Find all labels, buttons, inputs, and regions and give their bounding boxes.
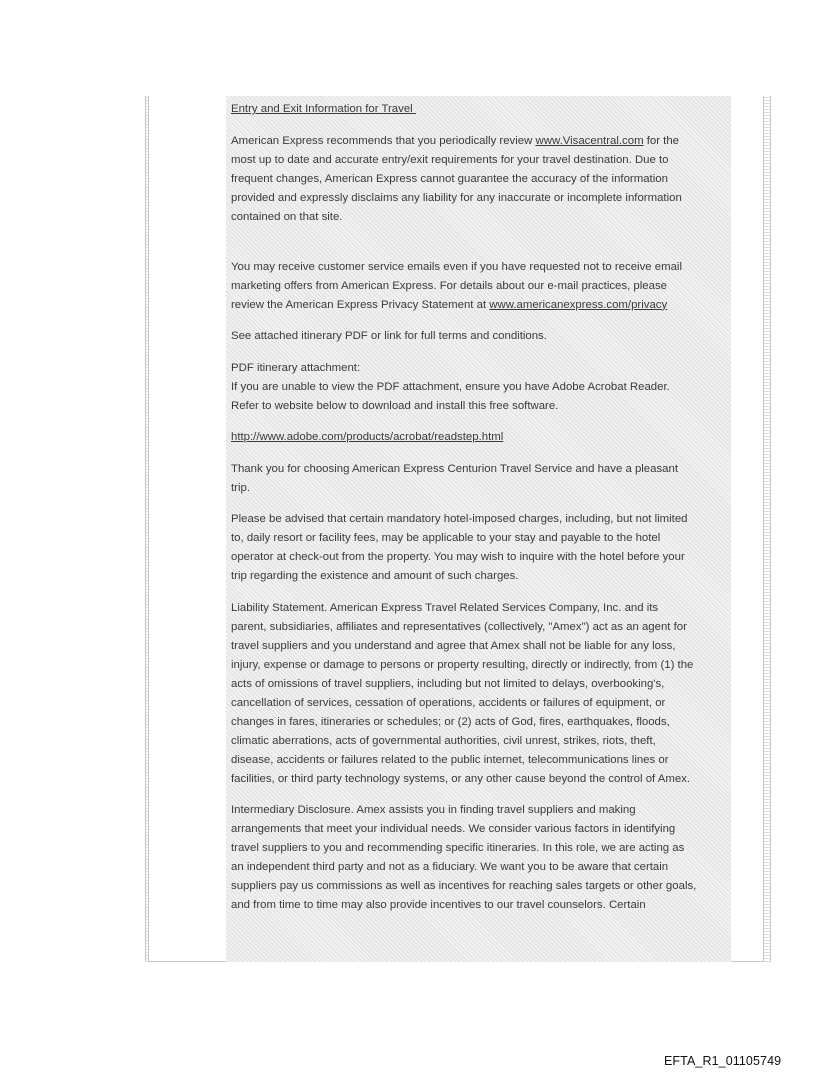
liability-line: facilities, or third party technology systems, or any other cause beyond the control of Amex. (231, 772, 691, 785)
adobe-download-link[interactable]: http://www.adobe.com/products/acrobat/readstep.html (231, 431, 504, 443)
privacy-link[interactable]: www.americanexpress.com/privacy (489, 298, 668, 311)
hotel-line: trip regarding the existence and amount of such charges. (231, 570, 519, 582)
terms-line: See attached itinerary PDF or link for full terms and conditions. (231, 330, 547, 342)
left-scroll-rail (145, 96, 149, 962)
visa-line-1: American Express recommends that you periodically review www.Visacentral.com for the (231, 134, 680, 147)
liability-line: injury, expense or damage to persons or property resulting, directly or indirectly, from (1) the (231, 658, 694, 671)
thanks-line: trip. (231, 481, 250, 494)
liability-line: travel suppliers and you understand and agree that Amex shall not be liable for any loss, (231, 639, 676, 652)
privacy-line-last: review the American Express Privacy Statement at www.americanexpress.com/privacy (231, 298, 668, 311)
document-id: EFTA_R1_01105749 (664, 1054, 782, 1068)
liability-line: parent, subsidiaries, affiliates and representatives (collectively, "Amex") act as an agent for (231, 620, 687, 633)
email-body (226, 96, 731, 962)
liability-line: acts of omissions of travel suppliers, including but not limited to delays, overbooking's, (231, 677, 665, 690)
heading-link[interactable]: Entry and Exit Information for Travel (231, 103, 413, 115)
intermediary-line: Intermediary Disclosure. Amex assists you in finding travel suppliers and making (231, 804, 636, 816)
visa-paragraph (231, 132, 731, 227)
pdf-paragraph (231, 359, 731, 416)
hotel-charges-paragraph (231, 510, 731, 586)
liability-line: disease, accidents or failures related to the public internet, telecommunications lines or (231, 753, 669, 766)
intermediary-line: and from time to time may also provide incentives to our travel counselors. Certain (231, 899, 646, 911)
visacentral-link[interactable]: www.Visacentral.com (535, 134, 644, 147)
liability-line: climatic aberrations, acts of governmental authorities, civil unrest, strikes, riots, theft, (231, 734, 656, 747)
intermediary-line: travel suppliers to you and recommending specific itineraries. In this role, we are acting as (231, 842, 685, 854)
visa-line: provided and expressly disclaims any liability for any inaccurate or incomplete information (231, 191, 682, 204)
liability-line: Liability Statement. American Express Travel Related Services Company, Inc. and its (231, 601, 659, 614)
pdf-line: If you are unable to view the PDF attachment, ensure you have Adobe Acrobat Reader. (231, 380, 670, 393)
section-heading (231, 100, 731, 119)
hotel-line: to, daily resort or facility fees, may be applicable to your stay and payable to the hotel (231, 532, 661, 544)
privacy-paragraph (231, 258, 731, 315)
liability-line: changes in fares, itineraries or schedules; or (2) acts of God, fires, earthquakes, floods, (231, 715, 670, 728)
adobe-paragraph (231, 428, 731, 447)
visa-line: frequent changes, American Express cannot guarantee the accuracy of the information (231, 172, 668, 185)
intermediary-line: arrangements that meet your individual needs. We consider various factors in identifying (231, 823, 676, 835)
privacy-line: marketing offers from American Express. For details about our e-mail practices, please (231, 279, 667, 292)
liability-paragraph (231, 599, 731, 789)
pdf-line: Refer to website below to download and install this free software. (231, 399, 559, 412)
terms-paragraph (231, 327, 731, 346)
hotel-line: Please be advised that certain mandatory hotel-imposed charges, including, but not limited (231, 513, 688, 525)
privacy-line: You may receive customer service emails even if you have requested not to receive email (231, 260, 682, 273)
intermediary-line: an independent third party and not as a fiduciary. We want you to be aware that certain (231, 861, 669, 873)
liability-line: cancellation of services, cessation of operations, accidents or failures of equipment, or (231, 696, 666, 709)
intermediary-paragraph (231, 801, 731, 915)
hotel-line: operator at check-out from the property. You may wish to inquire with the hotel before your (231, 551, 685, 563)
thanks-paragraph (231, 460, 731, 498)
right-scroll-rail (763, 96, 771, 962)
pdf-line: PDF itinerary attachment: (231, 361, 361, 374)
thanks-line: Thank you for choosing American Express Centurion Travel Service and have a pleasant (231, 462, 679, 475)
visa-line: contained on that site. (231, 210, 343, 223)
visa-line: most up to date and accurate entry/exit requirements for your travel destination. Due to (231, 153, 669, 166)
intermediary-line: suppliers pay us commissions as well as incentives for reaching sales targets or other goals, (231, 880, 697, 892)
